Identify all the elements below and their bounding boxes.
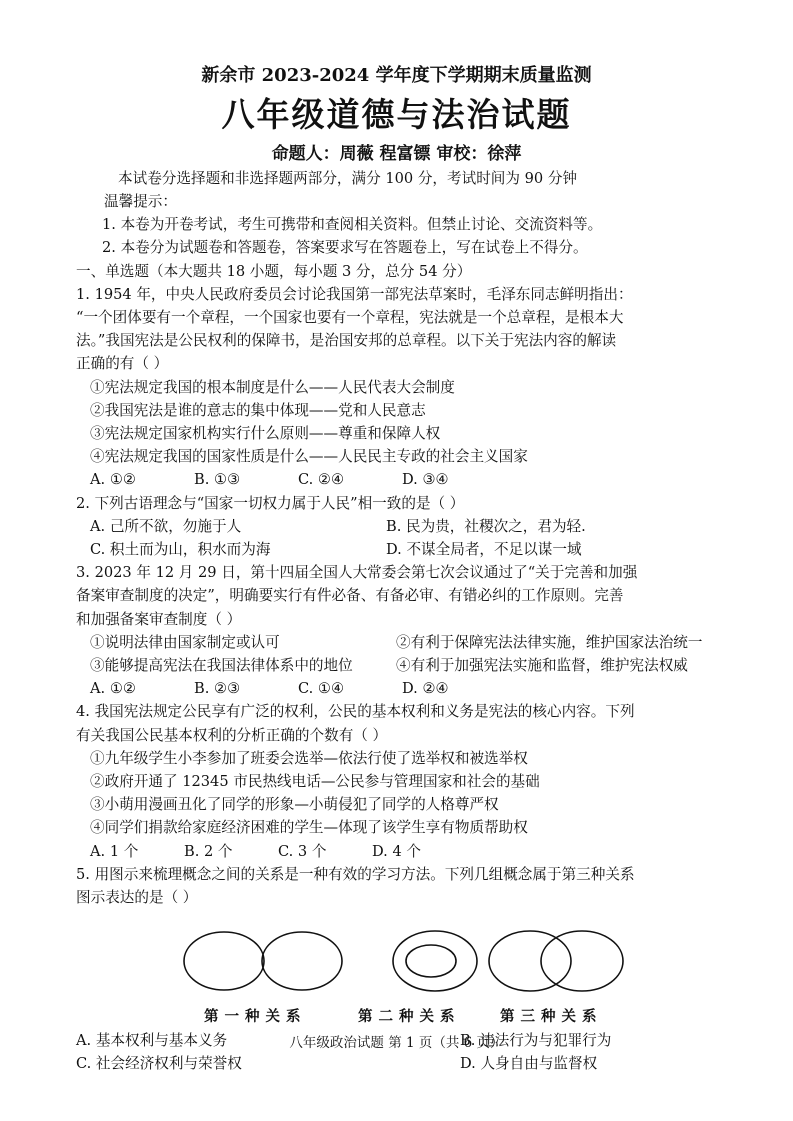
q4-choice-a[interactable]: A. 1 个 <box>90 842 139 860</box>
q5-line-1: 5. 用图示来梳理概念之间的关系是一种有效的学习方法。下列几组概念属于第三种关系 <box>76 865 635 883</box>
q3-choice-d[interactable]: D. ②④ <box>402 680 449 698</box>
q1-line-3: 法。”我国宪法是公民权利的保障书，是治国安邦的总章程。以下关于宪法内容的解读 <box>76 332 617 350</box>
q3-choices <box>76 677 719 700</box>
q1-line-1: 1. 1954 年，中央人民政府委员会讨论我国第一部宪法草案时，毛泽东同志鲜明指出： <box>76 285 633 303</box>
q2-choice-a[interactable]: A. 己所不欲，勿施于人 <box>90 517 242 535</box>
q3-statement-3: ③能够提高宪法在我国法律体系中的地位 <box>90 657 353 675</box>
q1-choices <box>76 468 719 491</box>
q4-choice-b[interactable]: B. 2 个 <box>184 842 233 860</box>
exam-authors: 命题人：周薇 程富镖 审校：徐萍 <box>271 144 522 164</box>
q3-line-3: 和加强备案审查制度（ ） <box>76 610 242 628</box>
rel1-circle-left <box>184 932 264 990</box>
rel1-circle-right <box>262 932 342 990</box>
q5-choice-b[interactable]: B. 违法行为与犯罪行为 <box>460 1031 612 1049</box>
q1-choice-b[interactable]: B. ①③ <box>194 471 241 489</box>
q4-statement-2: ②政府开通了 12345 市民热线电话—公民参与管理国家和社会的基础 <box>90 773 540 791</box>
q1-statement-2: ②我国宪法是谁的意志的集中体现——党和人民意志 <box>90 401 426 419</box>
q4-choice-d[interactable]: D. 4 个 <box>372 842 421 860</box>
q2-choice-d[interactable]: D. 不谋全局者，不足以谋一域 <box>386 541 582 559</box>
q3-statement-1: ①说明法律由国家制定或认可 <box>90 633 280 651</box>
q3-choice-c[interactable]: C. ①④ <box>298 680 345 698</box>
rel2-circle-inner <box>406 945 456 977</box>
q3-statement-2: ②有利于保障宪法法律实施，维护国家法治统一 <box>396 633 703 651</box>
q3-statement-4: ④有利于加强宪法实施和监督，维护宪法权威 <box>396 657 688 675</box>
questions <box>0 260 719 1075</box>
q3-statements-row-2 <box>76 654 719 677</box>
question-3 <box>76 561 719 700</box>
question-4 <box>76 700 719 862</box>
relation-diagram-svg <box>76 915 719 1007</box>
q5-line-2: 图示表达的是（ ） <box>76 889 198 907</box>
tip-title: 温馨提示： <box>104 193 177 210</box>
q1-choice-c[interactable]: C. ②④ <box>298 471 345 489</box>
q2-choices-row-1 <box>76 515 719 538</box>
exam-note: 本试卷分选择题和非选择题两部分，满分 100 分，考试时间为 90 分钟 <box>118 170 578 187</box>
q3-line-1: 3. 2023 年 12 月 29 日，第十四届全国人大常委会第七次会议通过了“关于完善和加强 <box>76 564 638 582</box>
question-2 <box>76 492 719 562</box>
caption-second: 第二种关系 <box>358 1008 461 1026</box>
q1-statement-1: ①宪法规定我国的根本制度是什么——人民代表大会制度 <box>90 378 455 396</box>
q1-line-4: 正确的有（ ） <box>76 355 169 373</box>
q3-choice-a[interactable]: A. ①② <box>90 680 136 698</box>
relation-diagrams <box>76 915 719 1007</box>
exam-header-line: 新余市 2023-2024 学年度下学期期末质量监测 <box>201 65 592 86</box>
q3-choice-b[interactable]: B. ②③ <box>194 680 241 698</box>
diagram-captions <box>76 1005 719 1028</box>
tip-1: 1. 本卷为开卷考试，考生可携带和查阅相关资料。但禁止讨论、交流资料等。 <box>102 216 603 234</box>
q4-choices <box>76 840 719 863</box>
q1-statement-4: ④宪法规定我国的国家性质是什么——人民民主专政的社会主义国家 <box>90 448 528 466</box>
exam-title: 八年级道德与法治试题 <box>221 95 572 134</box>
caption-first: 第一种关系 <box>204 1008 307 1026</box>
q4-line-2: 有关我国公民基本权利的分析正确的个数有（ ） <box>76 726 388 744</box>
q1-line-2: “一个团体要有一个章程，一个国家也要有一个章程，宪法就是一个总章程，是根本大 <box>76 309 624 327</box>
q4-statement-4: ④同学们捐款给家庭经济困难的学生—体现了该学生享有物质帮助权 <box>90 819 528 837</box>
caption-third: 第三种关系 <box>500 1008 603 1026</box>
tip-2: 2. 本卷分为试题卷和答题卷，答案要求写在答题卷上，写在试卷上不得分。 <box>102 239 588 257</box>
q1-choice-a[interactable]: A. ①② <box>90 471 136 489</box>
q2-choice-b[interactable]: B. 民为贵，社稷次之，君为轻. <box>386 517 586 535</box>
q4-choice-c[interactable]: C. 3 个 <box>278 842 327 860</box>
q2-line-1: 2. 下列古语理念与“国家一切权力属于人民”相一致的是（ ） <box>76 494 465 512</box>
q4-statement-3: ③小萌用漫画丑化了同学的形象—小萌侵犯了同学的人格尊严权 <box>90 796 499 814</box>
q5-choice-d[interactable]: D. 人身自由与监督权 <box>460 1054 598 1072</box>
section-heading: 一、单选题（本大题共 18 小题，每小题 3 分，总分 54 分） <box>76 262 472 280</box>
q4-statement-1: ①九年级学生小李参加了班委会选举—依法行使了选举权和被选举权 <box>90 749 528 767</box>
q5-choice-a[interactable]: A. 基本权利与基本义务 <box>76 1031 228 1049</box>
q3-statements-row-1 <box>76 631 719 654</box>
q3-line-2: 备案审查制度的决定”，明确要实行有件必备、有备必审、有错必纠的工作原则。完善 <box>76 587 624 605</box>
q2-choice-c[interactable]: C. 积土而为山，积水而为海 <box>90 541 271 559</box>
q1-statement-3: ③宪法规定国家机构实行什么原则——尊重和保障人权 <box>90 425 441 443</box>
question-1 <box>76 283 719 492</box>
q2-choices-row-2 <box>76 538 719 561</box>
page-footer: 八年级政治试题 第 1 页（共 6 页） <box>289 1035 504 1051</box>
rel3-circle-left <box>489 931 571 991</box>
rel3-circle-right <box>541 931 623 991</box>
q4-line-1: 4. 我国宪法规定公民享有广泛的权利，公民的基本权利和义务是宪法的核心内容。下列 <box>76 703 635 721</box>
q5-choice-c[interactable]: C. 社会经济权利与荣誉权 <box>76 1054 242 1072</box>
q1-choice-d[interactable]: D. ③④ <box>402 471 449 489</box>
